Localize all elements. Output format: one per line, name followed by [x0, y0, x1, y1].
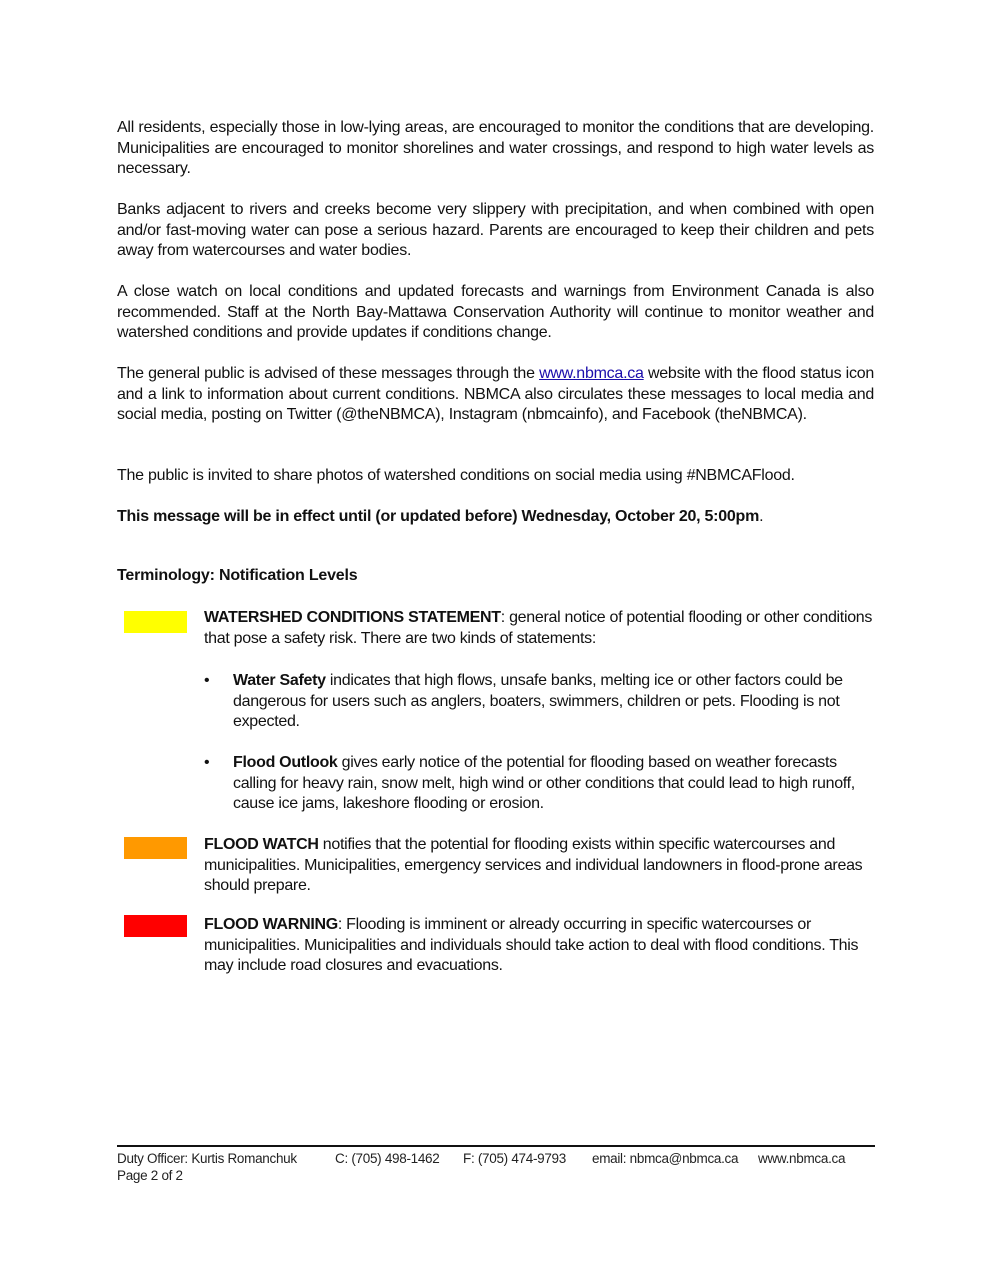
level-description: Flooding is imminent or already occurring in specific watercourses or municipalities. Municipalities and individuals should take action to deal with flood conditions. This may include road closures and evacuations.	[204, 916, 859, 974]
paragraph-share-photos: The public is invited to share photos of watershed conditions on social media using #NBMCAFlood.	[117, 467, 795, 484]
level-watershed-conditions-statement	[204, 608, 884, 649]
footer-email: email: nbmca@nbmca.ca	[592, 1151, 739, 1166]
footer-divider	[117, 1145, 875, 1147]
level-name: FLOOD WATCH	[204, 836, 319, 853]
public-notice-before: The general public is advised of these messages through the	[117, 365, 540, 382]
level-description: notifies that the potential for flooding exists within specific watercourses and municipalities. Municipalities, emergency services and individual landowners in flood-prone areas should prepare.	[204, 836, 863, 894]
page-footer	[117, 1150, 845, 1184]
level-name: WATERSHED CONDITIONS STATEMENT	[204, 609, 501, 626]
red-level-swatch	[124, 915, 187, 937]
level-description: general notice of potential flooding or other conditions that pose a safety risk. There are two kinds of statements:	[204, 609, 873, 647]
nbmca-website-link[interactable]: www.nbmca.ca	[539, 365, 644, 382]
footer-website: www.nbmca.ca	[758, 1151, 846, 1166]
paragraph-banks: Banks adjacent to rivers and creeks become very slippery with precipitation, and when combined with open and/or fast-moving water can pose a serious hazard. Parents are encouraged to keep their children and pets away from watercourses and water bodies.	[117, 201, 874, 259]
public-notice-after: website with the flood status icon and a link to information about current conditions. NBMCA also circulates these messages to local media and social media, posting on Twitter (@theNBMCA), Instagram (nbmcainfo), and Facebook (theNBMCA).	[117, 365, 874, 423]
bullet-icon: •	[204, 672, 210, 689]
terminology-heading: Terminology: Notification Levels	[117, 567, 358, 584]
bullet-text	[233, 753, 883, 815]
paragraph-residents: All residents, especially those in low-lying areas, are encouraged to monitor the conditions that are developing. Municipalities are encouraged to monitor shorelines and water crossings, and respond to high water levels as necessary.	[117, 119, 874, 177]
level-separator: :	[337, 916, 343, 933]
level-flood-watch	[204, 835, 884, 897]
paragraph-close-watch: A close watch on local conditions and updated forecasts and warnings from Environment Canada is also recommended. Staff at the North Bay-Mattawa Conservation Authority will continue to monitor weather and watershed conditions and provide updates if conditions change.	[117, 283, 874, 341]
bullet-name: Flood Outlook	[233, 754, 338, 771]
effect-until-period: .	[759, 508, 764, 525]
footer-contact-row	[117, 1150, 845, 1167]
yellow-level-swatch	[124, 611, 187, 633]
footer-fax: F: (705) 474-9793	[463, 1151, 566, 1166]
paragraph-effect-until	[117, 507, 874, 528]
orange-level-swatch	[124, 837, 187, 859]
footer-page-number: Page 2 of 2	[117, 1168, 183, 1183]
level-flood-warning	[204, 915, 884, 977]
effect-until-text: This message will be in effect until (or updated before) Wednesday, October 20, 5:00pm	[117, 508, 760, 525]
paragraph-public-notice	[117, 364, 874, 426]
level-separator: :	[500, 609, 505, 626]
level-name: FLOOD WARNING	[204, 916, 338, 933]
bullet-description: indicates that high flows, unsafe banks, melting ice or other factors could be dangerous for users such as anglers, boaters, swimmers, children or pets. Flooding is not expected.	[233, 672, 843, 730]
footer-cell-phone: C: (705) 498-1462	[335, 1151, 440, 1166]
bullet-description: gives early notice of the potential for flooding based on weather forecasts calling for heavy rain, snow melt, high wind or other conditions that could lead to high runoff, cause ice jams, lakeshore flooding or erosion.	[233, 754, 855, 812]
bullet-text	[233, 671, 883, 733]
bullet-name: Water Safety	[233, 672, 326, 689]
bullet-icon: •	[204, 754, 210, 771]
footer-duty-officer: Duty Officer: Kurtis Romanchuk	[117, 1151, 297, 1166]
